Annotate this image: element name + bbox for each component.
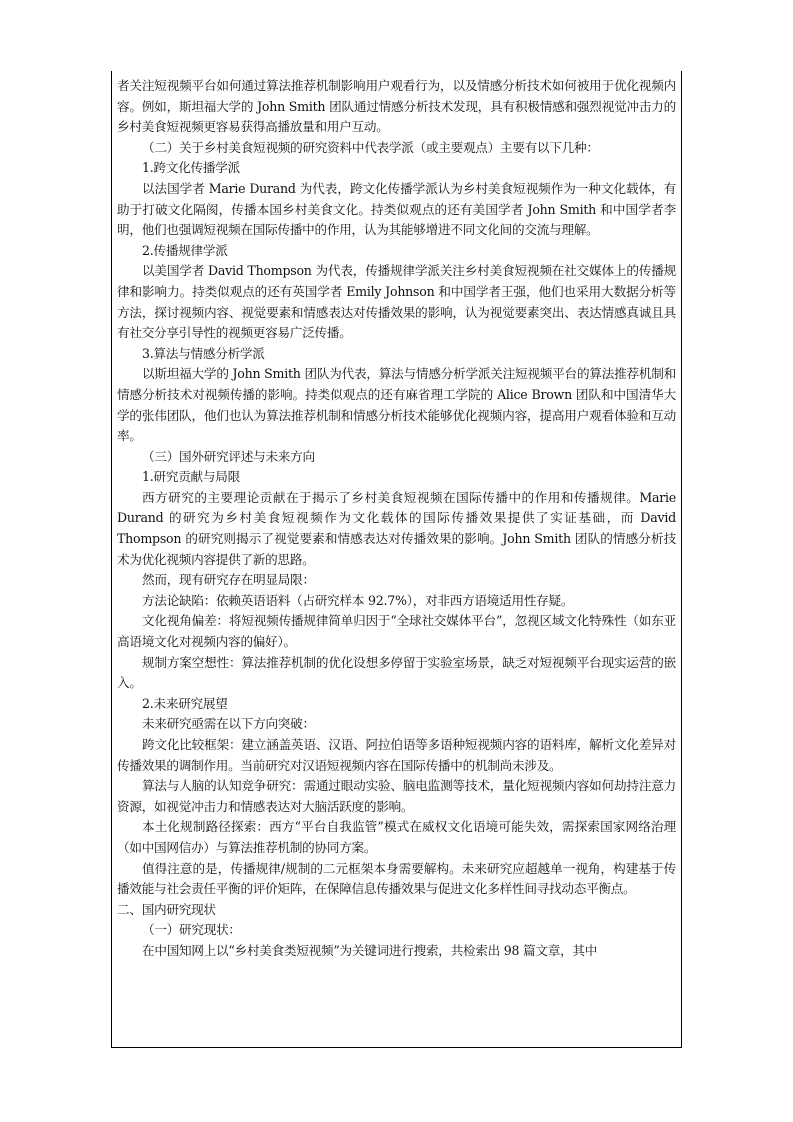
paragraph: 以美国学者 David Thompson 为代表，传播规律学派关注乡村美食短视频在社交媒体上的传播规律和影响力。持类似观点的还有英国学者 Emily Johnson 和中国学者王强，他们也采用大数据分析等方法，探讨视频内容、视觉要素和情感表达对传播效果的影响，认为视觉要素突出、表达情感真诚且具有社交分享引导性的视频更容易广泛传播。 [117, 263, 676, 341]
subheading: 2.未来研究展望 [142, 695, 228, 711]
subheading: （一）研究现状： [142, 922, 241, 938]
paragraph: 以法国学者 Marie Durand 为代表，跨文化传播学派认为乡村美食短视频作为一种文化载体，有助于打破文化隔阂，传播本国乡村美食文化。持类似观点的还有美国学者 John Smith 和中国学者李明，他们也强调短视频在国际传播中的作用，认为其能够增进不同文化间的交流与理解。 [117, 180, 676, 238]
paragraph: 以斯坦福大学的 John Smith 团队为代表，算法与情感分析学派关注短视频平台的算法推荐机制和情感分析技术对视频传播的影响。持类似观点的还有麻省理工学院的 Alice Brown 团队和中国清华大学的张伟团队，他们也认为算法推荐机制和情感分析技术能够优化视频内容，提高用户观看体验和互动率。 [117, 366, 676, 444]
paragraph: 西方研究的主要理论贡献在于揭示了乡村美食短视频在国际传播中的作用和传播规律。Marie Durand 的研究为乡村美食短视频作为文化载体的国际传播效果提供了实证基础，而 David Thompson 的研究则揭示了视觉要素和情感表达对传播效果的影响。John Smith 团队的情感分析技术为优化视频内容提供了新的思路。 [117, 489, 676, 567]
paragraph: 未来研究亟需在以下方向突破： [142, 716, 315, 732]
paragraph: 跨文化比较框架：建立涵盖英语、汉语、阿拉伯语等多语种短视频内容的语料库，解析文化差异对传播效果的调制作用。当前研究对汉语短视频内容在国际传播中的机制尚未涉及。 [117, 737, 676, 773]
paragraph: 在中国知网上以“乡村美食类短视频”为关键词进行搜索，共检索出 98 篇文章，其中 [142, 942, 598, 958]
paragraph: 值得注意的是，传播规律/规制的二元框架本身需要解构。未来研究应超越单一视角，构建基于传播效能与社会责任平衡的评价矩阵，在保障信息传播效果与促进文化多样性间寻找动态平衡点。 [117, 860, 676, 897]
section-heading: （三）国外研究评述与未来方向 [142, 448, 315, 464]
subheading: 3.算法与情感分析学派 [142, 345, 265, 361]
paragraph: 然而，现有研究存在明显局限： [142, 572, 315, 588]
document-body [112, 71, 681, 962]
paragraph: 方法论缺陷：依赖英语语料（占研究样本 92.7%），对非西方语境适用性存疑。 [142, 592, 574, 608]
bordered-table-cell [111, 71, 682, 1048]
section-heading: 二、国内研究现状 [117, 901, 216, 917]
subheading: 1.研究贡献与局限 [142, 469, 240, 485]
paragraph: 者关注短视频平台如何通过算法推荐机制影响用户观看行为，以及情感分析技术如何被用于优化视频内容。例如，斯坦福大学的 John Smith 团队通过情感分析技术发现，具有积极情感和强烈视觉冲击力的乡村美食短视频更容易获得高播放量和用户互动。 [117, 78, 676, 135]
paragraph: 本土化规制路径探索：西方“平台自我监管”模式在威权文化语境可能失效，需探索国家网络治理（如中国网信办）与算法推荐机制的协同方案。 [117, 819, 676, 855]
paragraph: 算法与人脑的认知竞争研究：需通过眼动实验、脑电监测等技术，量化短视频内容如何劫持注意力资源，如视觉冲击力和情感表达对大脑活跃度的影响。 [117, 778, 676, 814]
subheading: 2.传播规律学派 [142, 242, 228, 258]
section-heading: （二）关于乡村美食短视频的研究资料中代表学派（或主要观点）主要有以下几种： [142, 139, 599, 155]
subheading: 1.跨文化传播学派 [142, 160, 240, 176]
paragraph: 文化视角偏差：将短视频传播规律简单归因于“全球社交媒体平台”，忽视区域文化特殊性（如东亚高语境文化对视频内容的偏好）。 [117, 613, 676, 650]
paragraph: 规制方案空想性：算法推荐机制的优化设想多停留于实验室场景，缺乏对短视频平台现实运营的嵌入。 [117, 654, 676, 691]
